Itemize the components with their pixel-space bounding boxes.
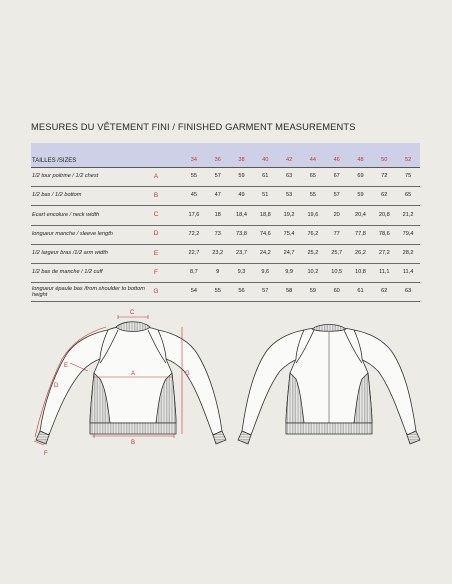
measurement-cell: 53 [277,187,301,206]
spacer-cell [166,283,182,302]
row-label: 1/2 bas / 1/2 bottom [31,187,146,206]
measurement-cell: 61 [349,283,373,302]
label-e: E [64,363,69,369]
measurement-cell: 55 [301,187,325,206]
measurement-cell: 19,6 [301,206,325,225]
measurement-cell: 55 [206,283,230,302]
measurement-cell: 23,2 [206,244,230,263]
measurement-cell: 10,2 [301,263,325,282]
measurement-cell: 75 [396,168,420,187]
sizes-header-label: TAILLES /SIZES [31,143,146,168]
measurement-cell: 57 [206,168,230,187]
size-header: 42 [277,143,301,168]
measurement-cell: 17,6 [182,206,206,225]
measurement-cell: 28,2 [396,244,420,263]
front-hem-band [90,423,176,434]
measurement-cell: 54 [182,283,206,302]
measurement-cell: 69 [349,168,373,187]
measurement-cell: 62 [372,187,396,206]
measurement-cell: 74,6 [253,225,277,244]
table-row [31,206,420,225]
measurement-cell: 59 [301,283,325,302]
size-header: 52 [396,143,420,168]
measurement-cell: 56 [230,283,254,302]
measurement-cell: 11,1 [372,263,396,282]
measurement-cell: 22,7 [182,244,206,263]
row-letter: G [146,283,166,302]
row-label: 1/2 largeur bras /1/2 arm width [31,244,146,263]
table-row [31,263,420,282]
measurement-cell: 79,4 [396,225,420,244]
row-label: longueur manche / sleeve length [31,225,146,244]
measurement-cell: 78,6 [372,225,396,244]
measurement-cell: 24,7 [277,244,301,263]
row-label: 1/2 bas de manche / 1/2 cuff [31,263,146,282]
measurement-cell: 67 [325,168,349,187]
back-hem-band [286,423,372,434]
measurement-cell: 10,8 [349,263,373,282]
measurement-cell: 18,8 [253,206,277,225]
size-header: 34 [182,143,206,168]
garment-technical-drawing [30,303,422,463]
measurement-cell: 18 [206,206,230,225]
table-row [31,225,420,244]
front-collar [116,322,150,332]
back-collar [312,325,346,332]
measurement-cell: 73,8 [230,225,254,244]
measurement-cell: 18,4 [230,206,254,225]
measurement-cell: 65 [301,168,325,187]
label-f: F [44,451,48,457]
measurement-cell: 11,4 [396,263,420,282]
size-header: 40 [253,143,277,168]
measurement-cell: 60 [325,283,349,302]
size-header: 38 [230,143,254,168]
table-row [31,187,420,206]
measurement-cell: 20 [325,206,349,225]
measurement-cell: 75,4 [277,225,301,244]
measurement-cell: 26,2 [349,244,373,263]
measurement-cell: 63 [396,283,420,302]
measurement-cell: 49 [230,187,254,206]
table-row [31,283,420,302]
size-header: 46 [325,143,349,168]
measurement-cell: 72 [372,168,396,187]
row-letter: D [146,225,166,244]
measurement-cell: 19,2 [277,206,301,225]
row-letter: B [146,187,166,206]
measurement-cell: 61 [253,168,277,187]
measurement-cell: 8,7 [182,263,206,282]
table-row [31,244,420,263]
measurement-cell: 27,2 [372,244,396,263]
page-title: MESURES DU VÊTEMENT FINI / FINISHED GARMENT MEASUREMENTS [31,121,356,132]
row-letter: E [146,244,166,263]
size-header: 36 [206,143,230,168]
measurement-cell: 45 [182,187,206,206]
measurement-cell: 20,8 [372,206,396,225]
size-header: 44 [301,143,325,168]
measurement-cell: 58 [277,283,301,302]
measurement-cell: 23,7 [230,244,254,263]
letter-header-cell [146,143,166,168]
measurement-cell: 9,9 [277,263,301,282]
measurement-cell: 62 [372,283,396,302]
measurement-cell: 59 [349,187,373,206]
label-g: G [185,371,190,377]
measurement-cell: 51 [253,187,277,206]
spacer-header-cell [166,143,182,168]
measurement-cell: 20,4 [349,206,373,225]
size-header: 50 [372,143,396,168]
spacer-cell [166,244,182,263]
label-a: A [131,371,136,377]
measurement-cell: 63 [277,168,301,187]
row-label: Ecart encolure / neck width [31,206,146,225]
measurement-cell: 76,2 [301,225,325,244]
label-d: D [54,383,59,389]
measurement-cell: 24,2 [253,244,277,263]
measurement-cell: 9,3 [230,263,254,282]
measurement-cell: 25,7 [325,244,349,263]
measurement-cell: 10,5 [325,263,349,282]
spacer-cell [166,225,182,244]
spacer-cell [166,168,182,187]
row-label: 1/2 tour poitrine / 1/2 chest [31,168,146,187]
row-letter: C [146,206,166,225]
measurement-cell: 77,8 [349,225,373,244]
measurement-cell: 59 [230,168,254,187]
front-view [36,322,226,444]
measurement-cell: 25,2 [301,244,325,263]
table-row [31,168,420,187]
size-header: 48 [349,143,373,168]
measurement-cell: 47 [206,187,230,206]
measurement-cell: 77 [325,225,349,244]
row-letter: A [146,168,166,187]
measurements-table [31,143,420,302]
measurement-cell: 21,2 [396,206,420,225]
measurement-cell: 57 [325,187,349,206]
back-view [238,325,420,445]
measurement-cell: 65 [396,187,420,206]
spacer-cell [166,263,182,282]
spacer-cell [166,206,182,225]
label-b: B [131,440,136,446]
table-header-row [31,143,420,168]
measurement-cell: 73 [206,225,230,244]
measurement-cell: 57 [253,283,277,302]
measurement-cell: 9,6 [253,263,277,282]
measurement-cell: 9 [206,263,230,282]
row-label: longueur épaule bas /from shoulder to bottom height [31,283,146,302]
row-letter: F [146,263,166,282]
label-c: C [130,310,135,316]
spacer-cell [166,187,182,206]
measurement-cell: 55 [182,168,206,187]
measurement-cell: 72,2 [182,225,206,244]
